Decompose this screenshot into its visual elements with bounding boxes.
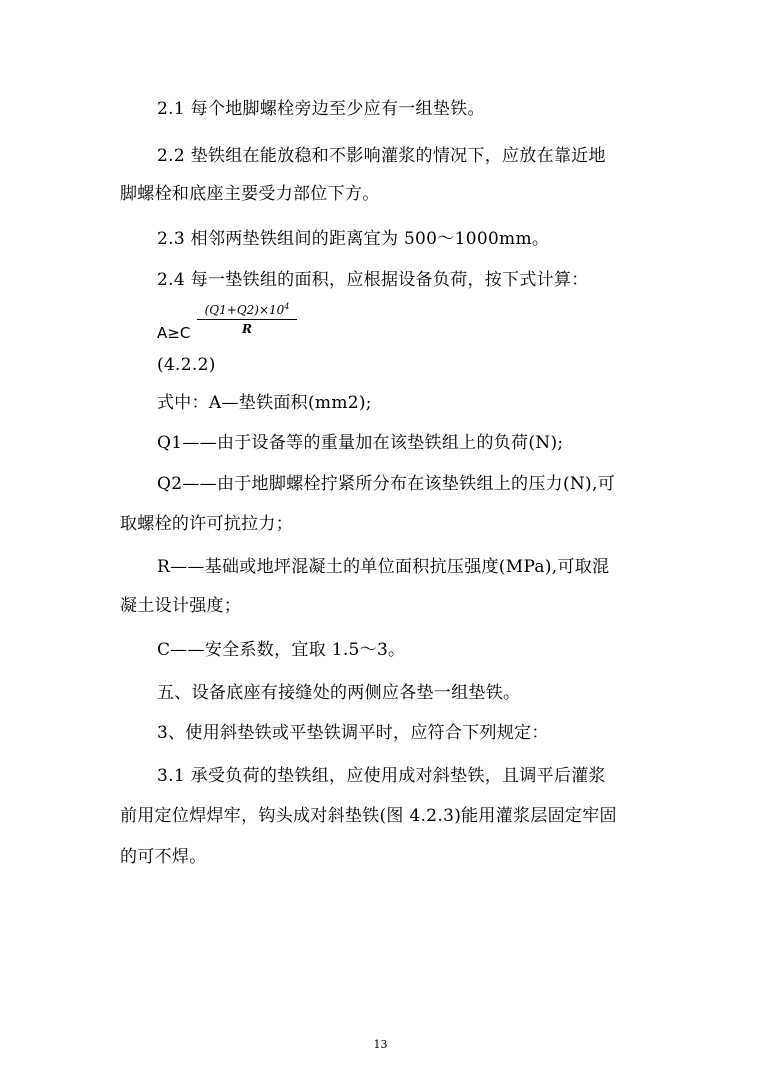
area-formula: [157, 300, 307, 346]
paragraph-c: C——安全系数，宜取 1.5～3。: [157, 640, 406, 660]
paragraph-2-4: 2.4 每一垫铁组的面积，应根据设备负荷，按下式计算：: [157, 270, 589, 290]
paragraph-2-2: 2.2 垫铁组在能放稳和不影响灌浆的情况下，应放在靠近地: [157, 146, 606, 166]
paragraph-five: 五、设备底座有接缝处的两侧应各垫一组垫铁。: [157, 683, 521, 703]
paragraph-3: 3、使用斜垫铁或平垫铁调平时，应符合下列规定：: [157, 723, 549, 743]
paragraph-q2: Q2——由于地脚螺栓拧紧所分布在该垫铁组上的压力(N),可: [157, 474, 615, 494]
formula-numerator: [197, 302, 297, 320]
paragraph-r-cont: 凝土设计强度；: [120, 596, 242, 616]
paragraph-2-3: 2.3 相邻两垫铁组间的距离宜为 500～1000mm。: [157, 229, 550, 249]
paragraph-3-1: 3.1 承受负荷的垫铁组，应使用成对斜垫铁，且调平后灌浆: [157, 766, 606, 786]
paragraph-where-a: 式中：A—垫铁面积(mm2);: [157, 393, 372, 413]
paragraph-r: R——基础或地坪混凝土的单位面积抗压强度(MPa),可取混: [157, 557, 610, 577]
paragraph-3-1-cont: 前用定位焊焊牢，钩头成对斜垫铁(图 4.2.3)能用灌浆层固定牢固: [120, 806, 617, 826]
formula-denominator: R: [242, 322, 252, 336]
formula-lhs: A≥C: [157, 324, 191, 342]
paragraph-2-2-cont: 脚螺栓和底座主要受力部位下方。: [120, 184, 380, 204]
page-number: 13: [373, 1038, 388, 1051]
paragraph-3-1-end: 的可不焊。: [120, 847, 207, 867]
paragraph-2-1: 2.1 每个地脚螺栓旁边至少应有一组垫铁。: [157, 99, 485, 119]
paragraph-q1: Q1——由于设备等的重量加在该垫铁组上的负荷(N);: [157, 433, 564, 453]
formula-fraction: [197, 302, 297, 336]
paragraph-q2-cont: 取螺栓的许可抗拉力；: [120, 514, 293, 534]
formula-number: (4.2.2): [157, 355, 216, 375]
formula-numerator-text: (Q1+Q2)×10: [204, 303, 285, 317]
formula-exponent: 4: [284, 302, 290, 311]
